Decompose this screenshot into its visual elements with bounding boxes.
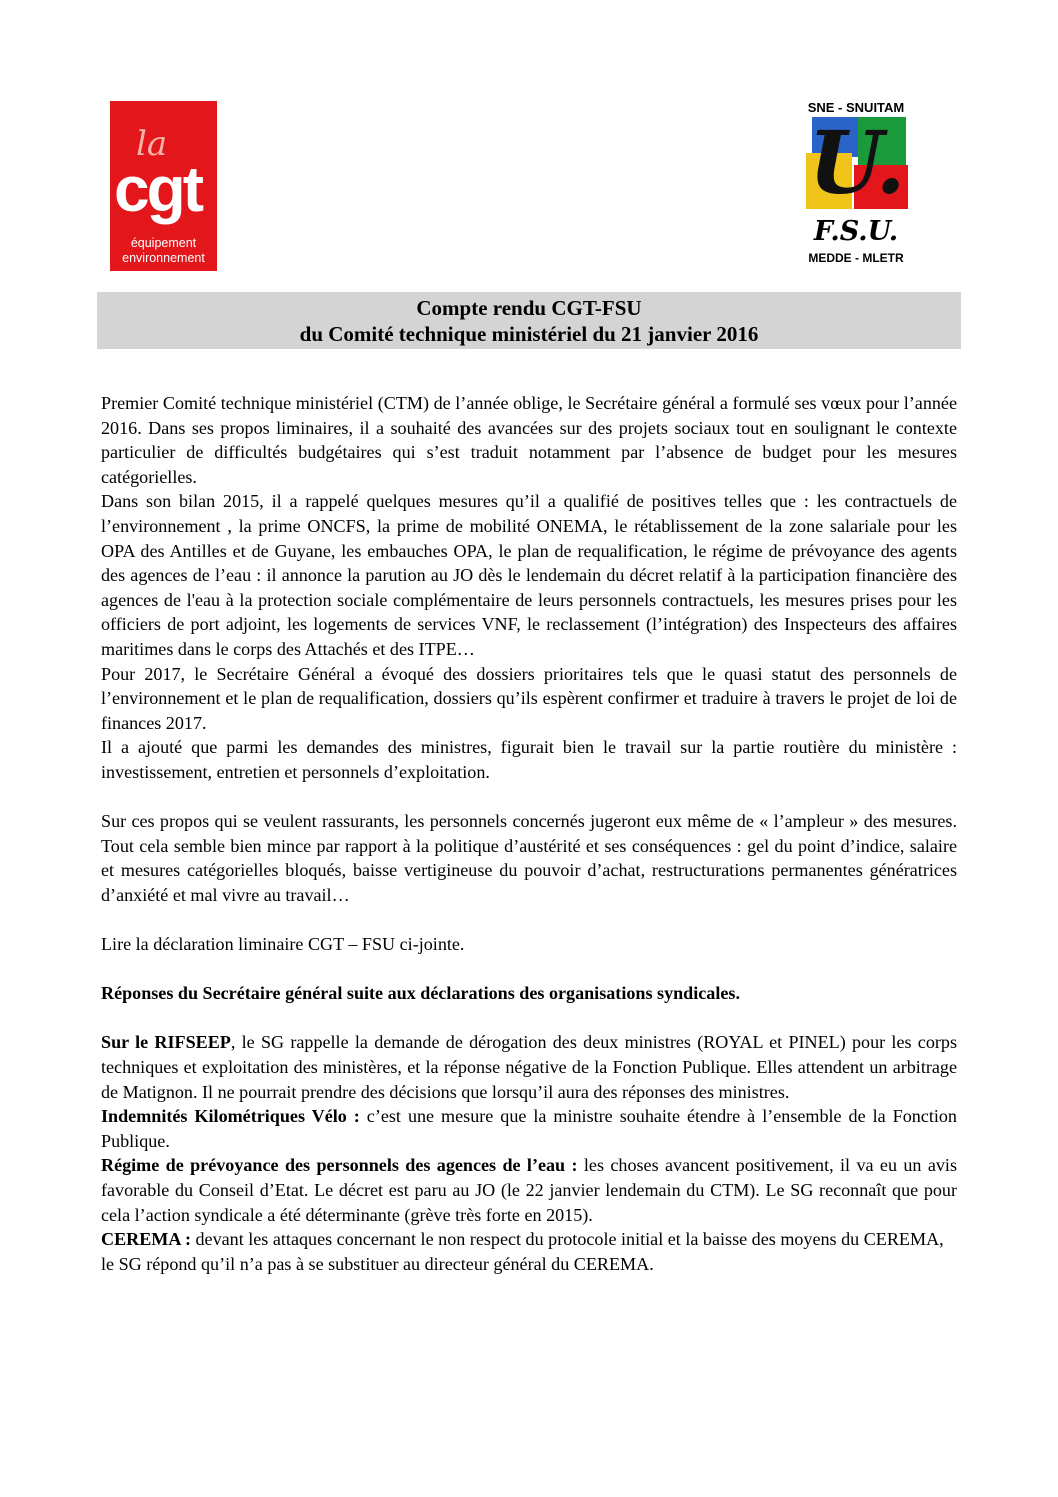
paragraph-ikv: Indemnités Kilométriques Vélo : c’est une mesure que la ministre souhaite étendre à l’ensemble de la Fonction Publique. [101, 1106, 957, 1151]
paragraph-declaration: Lire la déclaration liminaire CGT – FSU ci-jointe. [101, 934, 465, 955]
title-band [97, 292, 961, 349]
title-line-1: Compte rendu CGT-FSU [416, 296, 642, 320]
paragraph-bilan: Dans son bilan 2015, il a rappelé quelques mesures qu’il a qualifié de positives telles que : les contractuels de l’environnement , la prime ONCFS, la prime de mobilité ONEMA, le rétablissement de la zone salariale pour les OPA des Antilles et de Guyane, les embauches OPA, le plan de requalification, le régime de prévoyance des agents des agences de l’eau : il annonce la parution au JO dès le lendemain du décret relatif à la participation financière des agences de l'eau à la protection sociale complémentaire de leurs personnels contractuels, les mesures prises pour les officiers de port adjoint, les logements de services VNF, le reclassement (l’intégration) des Inspecteurs des affaires maritimes dans le corps des Attachés et des ITPE… [101, 491, 957, 659]
cgt-logo-line1: équipement [130, 236, 197, 250]
rifseep-label: Sur le RIFSEEP [101, 1032, 231, 1053]
prevoyance-label: Régime de prévoyance des personnels des agences de l’eau : [101, 1155, 578, 1176]
cgt-logo-name: cgt [114, 153, 201, 225]
paragraph-routiere: Il a ajouté que parmi les demandes des ministres, figurait bien le travail sur la partie routière du ministère : investissement, entretien et personnels d’exploitation. [101, 737, 957, 782]
ikv-label: Indemnités Kilométriques Vélo : [101, 1106, 360, 1127]
cerema-label: CEREMA : [101, 1229, 191, 1250]
paragraph-2017: Pour 2017, le Secrétaire Général a évoqué des dossiers prioritaires tels que le quasi statut des personnels de l’environnement et le plan de requalification, dossiers qu’ils espèrent confirmer et traduire à travers le projet de loi de finances 2017. [101, 663, 957, 733]
title-line-2: du Comité technique ministériel du 21 janvier 2016 [299, 322, 759, 346]
fsu-logo-name: F.S.U. [813, 216, 899, 247]
cgt-logo [110, 101, 217, 271]
fsu-logo [800, 101, 912, 271]
fsu-logo-colors [806, 113, 908, 214]
document-body [101, 391, 957, 1276]
section-heading: Réponses du Secrétaire général suite aux déclarations des organisations syndicales. [101, 983, 740, 1004]
paragraph-prevoyance: Régime de prévoyance des personnels des agences de l’eau : les choses avancent positivement, il va eu un avis favorable du Conseil d’Etat. Le décret est paru au JO (le 22 janvier lendemain du CTM). Le SG reconnaît que pour cela l’action syndicale a été déterminante (grève très forte en 2015). [101, 1155, 957, 1225]
fsu-logo-top: SNE - SNUITAM [807, 100, 905, 115]
fsu-logo-letter: U. [808, 113, 906, 214]
paragraph-intro: Premier Comité technique ministériel (CTM) de l’année oblige, le Secrétaire général a formulé ses vœux pour l’année 2016. Dans ses propos liminaires, il a souhaité des avancées sur des projets sociaux tout en soulignant le contexte particulier de difficultés budgétaires qui s’est traduit notamment par l’absence de budget pour les mesures catégorielles. [101, 393, 957, 487]
paragraph-commentaire: Sur ces propos qui se veulent rassurants, les personnels concernés jugeront eux même de « l’ampleur » des mesures. Tout cela semble bien mince par rapport à la politique d’austérité et ses conséquences : gel du point d’indice, salaire et mesures catégorielles bloqués, baisse vertigineuse du pouvoir d’achat, restructurations permanentes génératrices d’anxiété et mal vivre au travail… [101, 811, 957, 905]
cgt-logo-line2: environnement [122, 251, 205, 265]
fsu-logo-bottom: MEDDE - MLETR [808, 251, 904, 265]
cgt-logo-la: la [136, 124, 168, 164]
paragraph-cerema: CEREMA : devant les attaques concernant le non respect du protocole initial et la baisse des moyens du CEREMA, le SG répond qu’il n’a pas à se substituer au directeur général du CEREMA. [101, 1229, 944, 1274]
paragraph-rifseep: Sur le RIFSEEP, le SG rappelle la demande de dérogation des deux ministres (ROYAL et PINEL) pour les corps techniques et exploitation des ministères, et la réponse négative de la Fonction Publique. Elles attendent un arbitrage de Matignon. Il ne pourrait prendre des décisions que lorsqu’il aura des réponses des ministres. [101, 1032, 957, 1102]
